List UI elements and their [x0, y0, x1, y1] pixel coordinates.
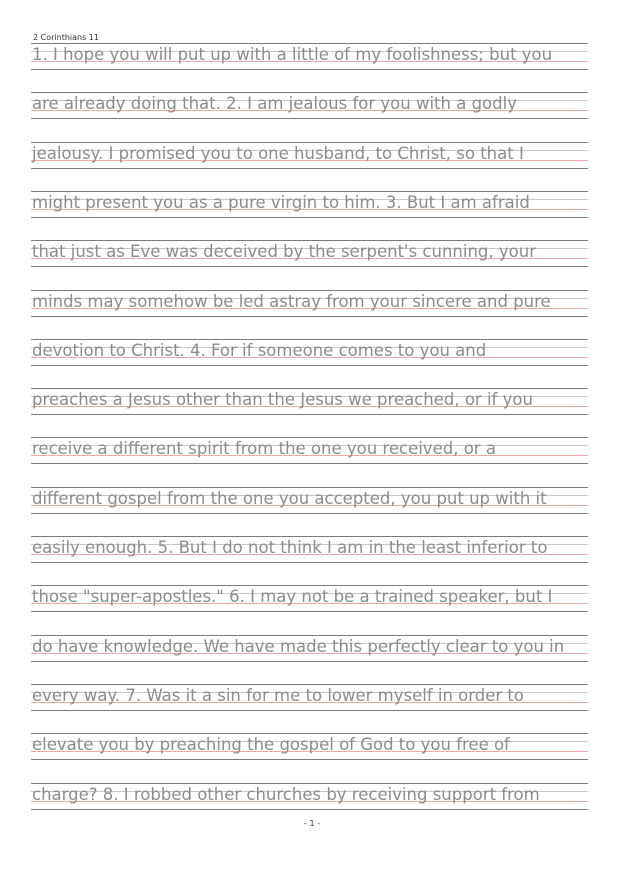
guide-line-bot — [31, 463, 588, 464]
tracing-text-line: do have knowledge. We have made this perfectly clear to you in — [32, 637, 565, 656]
tracing-text-line: minds may somehow be led astray from your sincere and pure — [32, 292, 551, 311]
tracing-text-line: elevate you by preaching the gospel of God to you free of — [32, 735, 510, 754]
guide-line-bot — [31, 710, 588, 711]
guide-line-bot — [31, 217, 588, 218]
guide-line-bot — [31, 661, 588, 662]
tracing-text-line: easily enough. 5. But I do not think I am in the least inferior to — [32, 538, 548, 557]
guide-line-bot — [31, 414, 588, 415]
guide-line-bot — [31, 69, 588, 70]
practice-line-row — [31, 92, 588, 118]
tracing-text-line: that just as Eve was deceived by the serpent's cunning, your — [32, 242, 536, 261]
guide-line-bot — [31, 118, 588, 119]
guide-line-bot — [31, 759, 588, 760]
practice-line-row — [31, 240, 588, 266]
tracing-text-line: preaches a Jesus other than the Jesus we preached, or if you — [32, 390, 533, 409]
tracing-text-line: are already doing that. 2. I am jealous for you with a godly — [32, 94, 517, 113]
handwriting-practice-lines — [31, 0, 588, 883]
practice-line-row — [31, 536, 588, 562]
practice-line-row — [31, 487, 588, 513]
practice-line-row — [31, 191, 588, 217]
tracing-text-line: receive a different spirit from the one you received, or a — [32, 439, 496, 458]
guide-line-bot — [31, 513, 588, 514]
tracing-text-line: 1. I hope you will put up with a little of my foolishness; but you — [32, 45, 553, 64]
practice-line-row — [31, 733, 588, 759]
tracing-text-line: different gospel from the one you accepted, you put up with it — [32, 489, 547, 508]
practice-line-row — [31, 388, 588, 414]
practice-line-row — [31, 783, 588, 809]
tracing-text-line: might present you as a pure virgin to him. 3. But I am afraid — [32, 193, 530, 212]
guide-line-bot — [31, 168, 588, 169]
guide-line-bot — [31, 562, 588, 563]
tracing-text-line: those "super-apostles." 6. I may not be a trained speaker, but I — [32, 587, 553, 606]
guide-line-bot — [31, 365, 588, 366]
page-number: - 1 - — [304, 819, 320, 828]
tracing-text-line: devotion to Christ. 4. For if someone comes to you and — [32, 341, 487, 360]
practice-line-row — [31, 142, 588, 168]
tracing-text-line: every way. 7. Was it a sin for me to lower myself in order to — [32, 686, 524, 705]
tracing-text-line: charge? 8. I robbed other churches by receiving support from — [32, 785, 540, 804]
practice-line-row — [31, 290, 588, 316]
guide-line-bot — [31, 809, 588, 810]
guide-line-bot — [31, 266, 588, 267]
tracing-text-line: jealousy. I promised you to one husband, to Christ, so that I — [32, 144, 524, 163]
practice-line-row — [31, 339, 588, 365]
practice-line-row — [31, 635, 588, 661]
practice-line-row — [31, 437, 588, 463]
guide-line-bot — [31, 316, 588, 317]
page-header-title: 2 Corinthians 11 — [33, 33, 99, 42]
practice-line-row — [31, 43, 588, 69]
practice-line-row — [31, 585, 588, 611]
guide-line-bot — [31, 611, 588, 612]
practice-line-row — [31, 684, 588, 710]
